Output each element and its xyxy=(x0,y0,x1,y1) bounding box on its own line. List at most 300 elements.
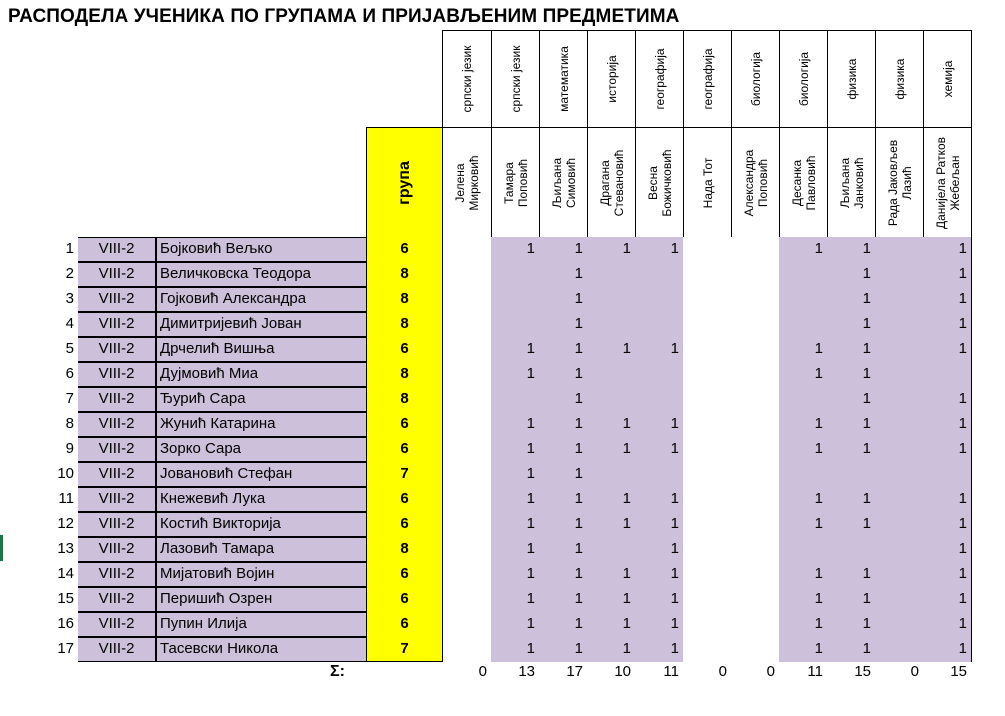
subject-value-cell[interactable]: 1 xyxy=(587,512,635,537)
row-gridline xyxy=(78,387,156,388)
subject-value-cell[interactable] xyxy=(587,462,635,487)
subject-value-cell[interactable] xyxy=(731,412,779,437)
student-name-cell[interactable]: Перишић Озрен xyxy=(156,587,366,612)
subject-value-cell[interactable]: 1 xyxy=(539,362,587,387)
subject-value-cell[interactable] xyxy=(827,537,875,562)
sum-label: Σ: xyxy=(330,663,345,680)
class-cell[interactable]: VIII-2 xyxy=(78,312,156,337)
teacher-header-cell[interactable] xyxy=(442,127,492,238)
subject-value-cell[interactable] xyxy=(731,512,779,537)
subject-value-cell[interactable] xyxy=(683,337,731,362)
group-cell[interactable]: 7 xyxy=(366,462,443,487)
column-gridline xyxy=(971,237,972,662)
subject-value-cell[interactable]: 1 xyxy=(539,287,587,312)
subject-value-cell[interactable] xyxy=(442,487,491,512)
subject-value-cell[interactable]: 1 xyxy=(923,387,971,412)
subject-value-cell[interactable]: 1 xyxy=(587,612,635,637)
subject-value-cell[interactable]: 1 xyxy=(539,437,587,462)
subject-value-cell[interactable]: 1 xyxy=(491,337,539,362)
class-cell[interactable]: VIII-2 xyxy=(78,412,156,437)
subject-value-cell[interactable]: 1 xyxy=(587,587,635,612)
subject-value-cell[interactable]: 1 xyxy=(491,412,539,437)
subject-value-cell[interactable]: 1 xyxy=(779,562,827,587)
subject-value-cell[interactable] xyxy=(875,412,923,437)
subject-value-cell[interactable] xyxy=(875,487,923,512)
group-cell[interactable]: 8 xyxy=(366,312,443,337)
subject-value-cell[interactable]: 1 xyxy=(635,437,683,462)
student-name-cell[interactable]: Зорко Сара xyxy=(156,437,366,462)
row-gridline xyxy=(156,437,366,438)
subject-value-cell[interactable] xyxy=(635,362,683,387)
subject-value-cell[interactable] xyxy=(875,237,923,262)
row-gridline xyxy=(156,262,366,263)
student-name-cell[interactable]: Јовановић Стефан xyxy=(156,462,366,487)
group-cell[interactable]: 6 xyxy=(366,487,443,512)
class-cell[interactable]: VIII-2 xyxy=(78,587,156,612)
subject-value-cell[interactable] xyxy=(442,362,491,387)
subject-value-cell[interactable] xyxy=(779,462,827,487)
row-gridline xyxy=(78,587,156,588)
subject-value-cell[interactable] xyxy=(731,637,779,662)
teacher-label: Данијела Ратков Жебељан xyxy=(933,136,962,229)
group-cell[interactable]: 8 xyxy=(366,537,443,562)
subject-value-cell[interactable]: 1 xyxy=(539,487,587,512)
sum-value: 0 xyxy=(478,663,487,680)
subject-value-cell[interactable]: 1 xyxy=(635,587,683,612)
subject-value-cell[interactable]: 1 xyxy=(923,337,971,362)
subject-value-cell[interactable] xyxy=(635,387,683,412)
subject-value-cell[interactable]: 1 xyxy=(779,487,827,512)
row-gridline xyxy=(156,612,366,613)
subject-value-cell[interactable] xyxy=(587,262,635,287)
subject-value-cell[interactable] xyxy=(875,562,923,587)
subject-value-cell[interactable] xyxy=(683,487,731,512)
subject-value-cell[interactable] xyxy=(587,312,635,337)
group-cell[interactable]: 6 xyxy=(366,587,443,612)
subject-value-cell[interactable] xyxy=(491,387,539,412)
subject-value-cell[interactable]: 1 xyxy=(827,312,875,337)
subject-value-cell[interactable] xyxy=(875,587,923,612)
subject-value-cell[interactable] xyxy=(731,562,779,587)
subject-value-cell[interactable]: 1 xyxy=(539,337,587,362)
subject-value-cell[interactable]: 1 xyxy=(779,637,827,662)
subject-value-cell[interactable] xyxy=(442,312,491,337)
class-cell[interactable]: VIII-2 xyxy=(78,237,156,262)
row-number: 1 xyxy=(65,240,74,257)
subject-value-cell[interactable] xyxy=(731,612,779,637)
column-gridline xyxy=(442,237,443,662)
subject-value-cell[interactable] xyxy=(442,562,491,587)
subject-value-cell[interactable]: 1 xyxy=(827,637,875,662)
student-name-cell[interactable]: Бојковић Вељко xyxy=(156,237,366,262)
student-name-cell[interactable]: Величковска Теодора xyxy=(156,262,366,287)
subject-value-cell[interactable] xyxy=(731,337,779,362)
subject-header-cell[interactable] xyxy=(442,30,492,128)
subject-value-cell[interactable]: 1 xyxy=(923,262,971,287)
subject-value-cell[interactable]: 1 xyxy=(923,437,971,462)
subject-label: биологија xyxy=(796,51,811,107)
subject-value-cell[interactable] xyxy=(731,537,779,562)
row-number: 4 xyxy=(65,315,74,332)
subject-value-cell[interactable]: 1 xyxy=(491,587,539,612)
subject-value-cell[interactable]: 1 xyxy=(539,587,587,612)
subject-value-cell[interactable] xyxy=(923,462,971,487)
subject-value-cell[interactable]: 1 xyxy=(827,337,875,362)
class-cell[interactable]: VIII-2 xyxy=(78,462,156,487)
student-name-cell[interactable]: Тасевски Никола xyxy=(156,637,366,662)
teacher-header-cell[interactable] xyxy=(827,127,876,238)
subject-value-cell[interactable] xyxy=(875,437,923,462)
subject-value-cell[interactable]: 1 xyxy=(539,237,587,262)
subject-value-cell[interactable]: 1 xyxy=(827,512,875,537)
subject-value-cell[interactable] xyxy=(683,312,731,337)
subject-value-cell[interactable] xyxy=(442,262,491,287)
subject-value-cell[interactable] xyxy=(731,287,779,312)
row-gridline xyxy=(78,637,156,638)
student-name-cell[interactable]: Костић Викторија xyxy=(156,512,366,537)
row-gridline xyxy=(78,661,156,662)
subject-value-cell[interactable] xyxy=(731,262,779,287)
student-name-cell[interactable]: Жунић Катарина xyxy=(156,412,366,437)
subject-value-cell[interactable]: 1 xyxy=(827,587,875,612)
student-name-cell[interactable]: Кнежевић Лука xyxy=(156,487,366,512)
subject-value-cell[interactable] xyxy=(683,387,731,412)
subject-header-cell[interactable] xyxy=(491,30,540,128)
subject-header-cell[interactable] xyxy=(731,30,780,128)
subject-header-cell[interactable] xyxy=(779,30,828,128)
row-gridline xyxy=(156,487,366,488)
subject-value-cell[interactable] xyxy=(779,537,827,562)
student-name-cell[interactable]: Дрчелић Вишња xyxy=(156,337,366,362)
subject-value-cell[interactable]: 1 xyxy=(587,412,635,437)
teacher-header-cell[interactable] xyxy=(923,127,972,238)
subject-value-cell[interactable]: 1 xyxy=(923,512,971,537)
row-number: 8 xyxy=(65,415,74,432)
subject-value-cell[interactable]: 1 xyxy=(539,462,587,487)
subject-value-cell[interactable]: 1 xyxy=(923,287,971,312)
subject-value-cell[interactable]: 1 xyxy=(635,612,683,637)
subject-value-cell[interactable] xyxy=(683,537,731,562)
teacher-header-cell[interactable] xyxy=(683,127,732,238)
teacher-header-cell[interactable] xyxy=(491,127,540,238)
subject-value-cell[interactable]: 1 xyxy=(587,562,635,587)
student-name-cell[interactable]: Лазовић Тамара xyxy=(156,537,366,562)
subject-value-cell[interactable]: 1 xyxy=(827,262,875,287)
subject-value-cell[interactable] xyxy=(491,312,539,337)
teacher-header-cell[interactable] xyxy=(875,127,924,238)
subject-value-cell[interactable] xyxy=(491,287,539,312)
subject-label: географија xyxy=(652,48,667,110)
subject-header-cell[interactable] xyxy=(875,30,924,128)
row-number: 17 xyxy=(57,640,74,657)
subject-header-cell[interactable] xyxy=(587,30,636,128)
subject-value-cell[interactable]: 1 xyxy=(779,612,827,637)
class-cell[interactable]: VIII-2 xyxy=(78,562,156,587)
subject-value-cell[interactable]: 1 xyxy=(923,237,971,262)
subject-label: физика xyxy=(844,58,859,100)
subject-value-cell[interactable] xyxy=(875,637,923,662)
class-cell[interactable]: VIII-2 xyxy=(78,487,156,512)
subject-value-cell[interactable] xyxy=(731,487,779,512)
row-number: 16 xyxy=(57,615,74,632)
subject-value-cell[interactable]: 1 xyxy=(827,612,875,637)
subject-value-cell[interactable]: 1 xyxy=(635,512,683,537)
group-cell[interactable]: 6 xyxy=(366,237,443,262)
student-name-cell[interactable]: Пупин Илија xyxy=(156,612,366,637)
subject-value-cell[interactable] xyxy=(635,262,683,287)
subject-value-cell[interactable]: 1 xyxy=(635,537,683,562)
subject-value-cell[interactable] xyxy=(875,362,923,387)
row-gridline xyxy=(156,387,366,388)
teacher-header-cell[interactable] xyxy=(731,127,780,238)
subject-value-cell[interactable] xyxy=(875,462,923,487)
subject-value-cell[interactable]: 1 xyxy=(539,612,587,637)
subject-value-cell[interactable] xyxy=(731,462,779,487)
subject-value-cell[interactable] xyxy=(442,612,491,637)
subject-value-cell[interactable] xyxy=(683,562,731,587)
subject-value-cell[interactable]: 1 xyxy=(827,437,875,462)
group-cell[interactable]: 8 xyxy=(366,287,443,312)
subject-value-cell[interactable]: 1 xyxy=(923,412,971,437)
subject-value-cell[interactable] xyxy=(635,312,683,337)
row-gridline xyxy=(156,512,366,513)
subject-value-cell[interactable]: 1 xyxy=(587,637,635,662)
class-cell[interactable]: VIII-2 xyxy=(78,262,156,287)
row-gridline xyxy=(156,337,366,338)
subject-value-cell[interactable]: 1 xyxy=(827,412,875,437)
subject-value-cell[interactable]: 1 xyxy=(587,487,635,512)
subject-value-cell[interactable] xyxy=(779,287,827,312)
subject-value-cell[interactable]: 1 xyxy=(539,387,587,412)
subject-value-cell[interactable]: 1 xyxy=(923,637,971,662)
subject-value-cell[interactable]: 1 xyxy=(491,487,539,512)
subject-value-cell[interactable]: 1 xyxy=(539,637,587,662)
subject-value-cell[interactable] xyxy=(442,337,491,362)
student-name-cell[interactable]: Димитријевић Јован xyxy=(156,312,366,337)
subject-value-cell[interactable]: 1 xyxy=(635,237,683,262)
subject-value-cell[interactable]: 1 xyxy=(539,562,587,587)
row-gridline xyxy=(78,462,156,463)
subject-value-cell[interactable]: 1 xyxy=(635,487,683,512)
subject-value-cell[interactable] xyxy=(683,287,731,312)
subject-value-cell[interactable] xyxy=(731,437,779,462)
group-cell[interactable]: 6 xyxy=(366,612,443,637)
table-bottom-line xyxy=(366,661,443,662)
group-header-cell[interactable] xyxy=(366,127,443,238)
subject-value-cell[interactable] xyxy=(442,462,491,487)
subject-value-cell[interactable] xyxy=(779,262,827,287)
subject-value-cell[interactable]: 1 xyxy=(827,562,875,587)
subject-value-cell[interactable] xyxy=(731,587,779,612)
subject-header-cell[interactable] xyxy=(539,30,588,128)
subject-value-cell[interactable]: 1 xyxy=(491,237,539,262)
row-number: 3 xyxy=(65,290,74,307)
subject-value-cell[interactable]: 1 xyxy=(491,537,539,562)
subject-value-cell[interactable] xyxy=(442,437,491,462)
class-cell[interactable]: VIII-2 xyxy=(78,387,156,412)
subject-value-cell[interactable]: 1 xyxy=(827,287,875,312)
subject-header-cell[interactable] xyxy=(635,30,684,128)
class-cell[interactable]: VIII-2 xyxy=(78,637,156,662)
student-name-cell[interactable]: Дујмовић Миа xyxy=(156,362,366,387)
subject-value-cell[interactable]: 1 xyxy=(539,262,587,287)
student-name-cell[interactable]: Гојковић Александра xyxy=(156,287,366,312)
subject-value-cell[interactable] xyxy=(923,362,971,387)
subject-value-cell[interactable] xyxy=(827,462,875,487)
teacher-label: Љиљана Симовић xyxy=(549,157,578,208)
subject-value-cell[interactable]: 1 xyxy=(779,587,827,612)
group-cell[interactable]: 6 xyxy=(366,562,443,587)
subject-header-cell[interactable] xyxy=(683,30,732,128)
subject-value-cell[interactable] xyxy=(683,612,731,637)
subject-value-cell[interactable]: 1 xyxy=(827,387,875,412)
subject-value-cell[interactable]: 1 xyxy=(587,237,635,262)
subject-value-cell[interactable]: 1 xyxy=(491,362,539,387)
subject-value-cell[interactable] xyxy=(875,387,923,412)
class-cell[interactable]: VIII-2 xyxy=(78,612,156,637)
subject-header-cell[interactable] xyxy=(827,30,876,128)
subject-value-cell[interactable]: 1 xyxy=(923,612,971,637)
subject-value-cell[interactable]: 1 xyxy=(539,312,587,337)
subject-value-cell[interactable]: 1 xyxy=(635,337,683,362)
subject-value-cell[interactable] xyxy=(442,637,491,662)
teacher-header-cell[interactable] xyxy=(635,127,684,238)
sheet-title: РАСПОДЕЛА УЧЕНИКА ПО ГРУПАМА И ПРИЈАВЉЕНИМ ПРЕДМЕТИМА xyxy=(8,6,680,27)
row-gridline xyxy=(156,637,366,638)
teacher-label: Рада Јаковљев Лазић xyxy=(885,139,914,226)
subject-value-cell[interactable]: 1 xyxy=(491,512,539,537)
teacher-header-cell[interactable] xyxy=(539,127,588,238)
class-cell[interactable]: VIII-2 xyxy=(78,512,156,537)
class-cell[interactable]: VIII-2 xyxy=(78,337,156,362)
subject-value-cell[interactable]: 1 xyxy=(635,637,683,662)
subject-value-cell[interactable]: 1 xyxy=(827,237,875,262)
class-cell[interactable]: VIII-2 xyxy=(78,362,156,387)
subject-header-cell[interactable] xyxy=(923,30,972,128)
row-gridline xyxy=(78,487,156,488)
subject-value-cell[interactable] xyxy=(683,412,731,437)
subject-value-cell[interactable] xyxy=(635,462,683,487)
student-name-cell[interactable]: Ђурић Сара xyxy=(156,387,366,412)
subject-value-cell[interactable] xyxy=(875,337,923,362)
subject-value-cell[interactable] xyxy=(731,387,779,412)
subject-value-cell[interactable]: 1 xyxy=(491,462,539,487)
group-cell[interactable]: 8 xyxy=(366,362,443,387)
subject-value-cell[interactable]: 1 xyxy=(491,437,539,462)
subject-value-cell[interactable]: 1 xyxy=(587,437,635,462)
subject-value-cell[interactable] xyxy=(442,387,491,412)
student-name-cell[interactable]: Мијатовић Војин xyxy=(156,562,366,587)
subject-value-cell[interactable] xyxy=(779,312,827,337)
row-gridline xyxy=(78,412,156,413)
subject-value-cell[interactable]: 1 xyxy=(923,487,971,512)
subject-value-cell[interactable] xyxy=(442,512,491,537)
teacher-header-cell[interactable] xyxy=(779,127,828,238)
subject-value-cell[interactable] xyxy=(875,537,923,562)
row-number: 6 xyxy=(65,365,74,382)
class-cell[interactable]: VIII-2 xyxy=(78,537,156,562)
subject-value-cell[interactable] xyxy=(491,262,539,287)
group-cell[interactable]: 6 xyxy=(366,512,443,537)
subject-value-cell[interactable] xyxy=(587,387,635,412)
subject-value-cell[interactable] xyxy=(683,587,731,612)
row-gridline xyxy=(156,362,366,363)
subject-value-cell[interactable] xyxy=(683,237,731,262)
row-number: 10 xyxy=(57,465,74,482)
subject-value-cell[interactable] xyxy=(683,512,731,537)
subject-value-cell[interactable] xyxy=(635,287,683,312)
subject-value-cell[interactable] xyxy=(731,237,779,262)
group-cell[interactable]: 8 xyxy=(366,262,443,287)
teacher-label: Љиљана Јанковић xyxy=(837,156,866,209)
subject-label: српски језик xyxy=(508,45,523,113)
teacher-header-cell[interactable] xyxy=(587,127,636,238)
subject-value-cell[interactable] xyxy=(731,312,779,337)
subject-value-cell[interactable] xyxy=(442,287,491,312)
group-cell[interactable]: 8 xyxy=(366,387,443,412)
subject-value-cell[interactable]: 1 xyxy=(779,437,827,462)
subject-value-cell[interactable]: 1 xyxy=(923,587,971,612)
row-number: 9 xyxy=(65,440,74,457)
subject-value-cell[interactable]: 1 xyxy=(491,562,539,587)
group-cell[interactable]: 6 xyxy=(366,437,443,462)
subject-value-cell[interactable] xyxy=(875,512,923,537)
subject-value-cell[interactable] xyxy=(587,362,635,387)
subject-value-cell[interactable]: 1 xyxy=(779,412,827,437)
subject-value-cell[interactable]: 1 xyxy=(779,512,827,537)
subject-value-cell[interactable] xyxy=(683,462,731,487)
subject-value-cell[interactable]: 1 xyxy=(539,412,587,437)
subject-value-cell[interactable]: 1 xyxy=(779,337,827,362)
subject-value-cell[interactable]: 1 xyxy=(923,562,971,587)
subject-value-cell[interactable]: 1 xyxy=(491,637,539,662)
subject-value-cell[interactable]: 1 xyxy=(587,337,635,362)
class-cell[interactable]: VIII-2 xyxy=(78,437,156,462)
group-cell[interactable]: 6 xyxy=(366,337,443,362)
subject-value-cell[interactable] xyxy=(875,612,923,637)
subject-value-cell[interactable]: 1 xyxy=(539,537,587,562)
subject-value-cell[interactable] xyxy=(442,537,491,562)
subject-value-cell[interactable]: 1 xyxy=(827,362,875,387)
group-cell[interactable]: 7 xyxy=(366,637,443,662)
subject-value-cell[interactable] xyxy=(683,637,731,662)
subject-value-cell[interactable] xyxy=(875,287,923,312)
subject-value-cell[interactable]: 1 xyxy=(779,237,827,262)
subject-value-cell[interactable] xyxy=(442,237,491,262)
subject-value-cell[interactable]: 1 xyxy=(635,562,683,587)
subject-value-cell[interactable]: 1 xyxy=(539,512,587,537)
subject-value-cell[interactable] xyxy=(731,362,779,387)
subject-value-cell[interactable]: 1 xyxy=(923,312,971,337)
subject-value-cell[interactable] xyxy=(587,537,635,562)
subject-value-cell[interactable] xyxy=(683,362,731,387)
subject-value-cell[interactable]: 1 xyxy=(491,612,539,637)
subject-value-cell[interactable] xyxy=(587,287,635,312)
subject-value-cell[interactable] xyxy=(875,312,923,337)
subject-value-cell[interactable] xyxy=(442,412,491,437)
subject-value-cell[interactable] xyxy=(683,262,731,287)
subject-value-cell[interactable]: 1 xyxy=(779,362,827,387)
subject-value-cell[interactable] xyxy=(683,437,731,462)
subject-value-cell[interactable] xyxy=(875,262,923,287)
subject-value-cell[interactable] xyxy=(779,387,827,412)
class-cell[interactable]: VIII-2 xyxy=(78,287,156,312)
subject-value-cell[interactable]: 1 xyxy=(827,487,875,512)
group-cell[interactable]: 6 xyxy=(366,412,443,437)
subject-value-cell[interactable]: 1 xyxy=(635,412,683,437)
subject-value-cell[interactable] xyxy=(442,587,491,612)
subject-value-cell[interactable]: 1 xyxy=(923,537,971,562)
